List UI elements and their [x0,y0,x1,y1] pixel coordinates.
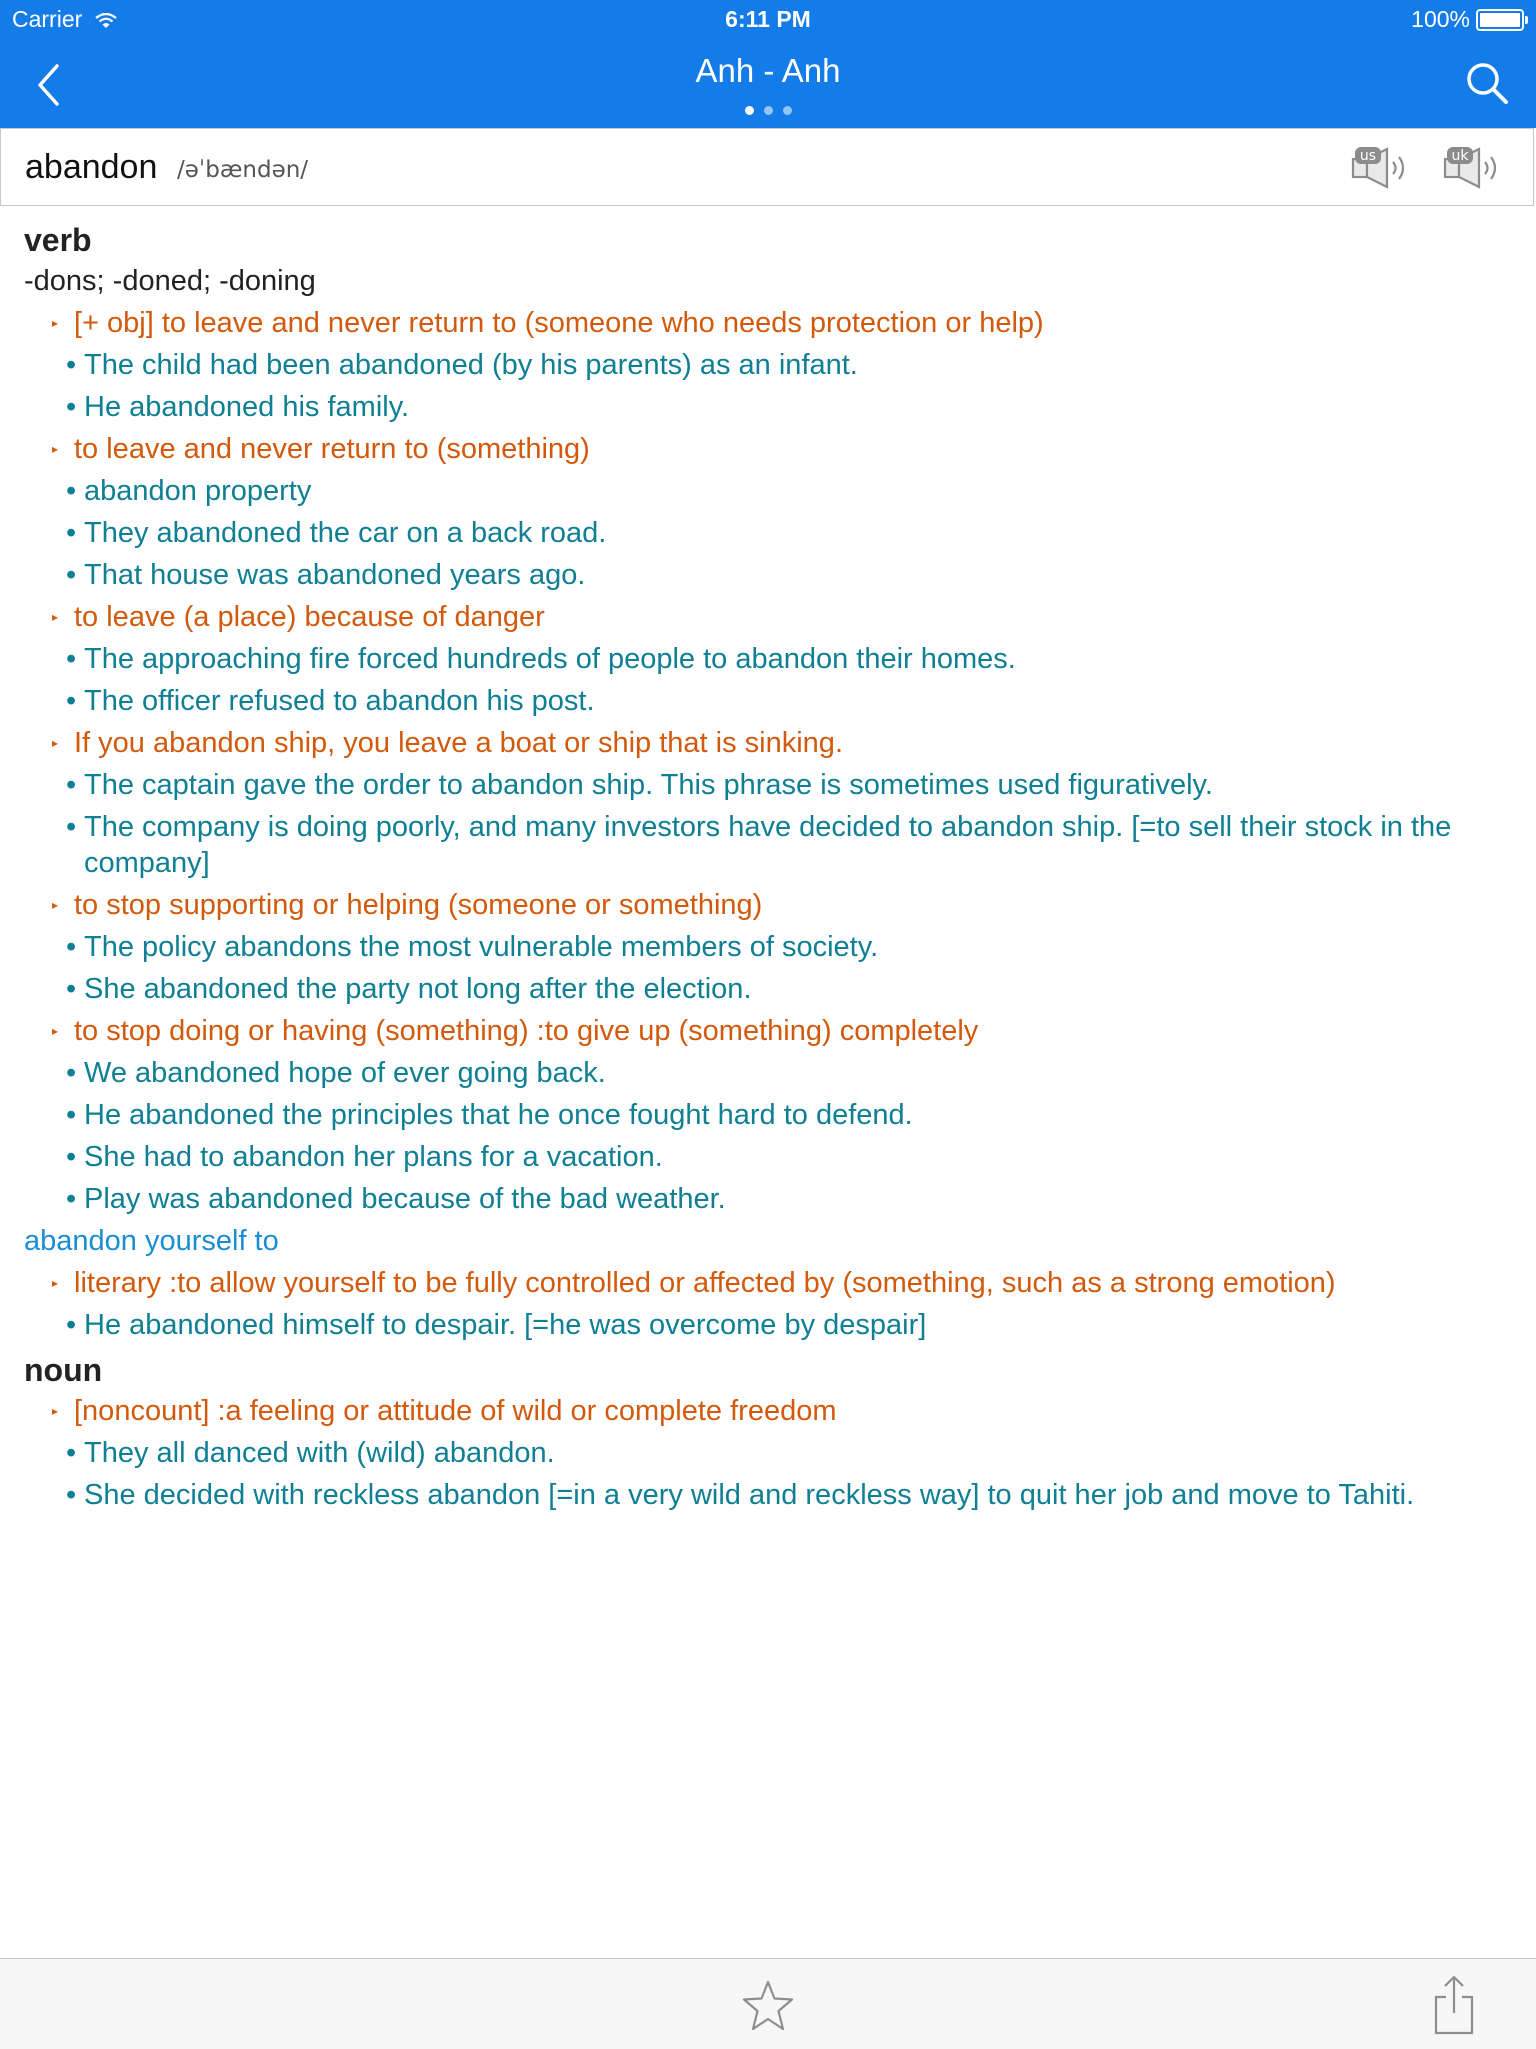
navigation-bar [0,0,1536,128]
triangle-bullet-icon: ▸ [52,1404,59,1418]
triangle-bullet-icon: ▸ [52,898,59,912]
inflected-forms: -dons; -doned; -doning [24,265,316,297]
example-sentence: • The captain gave the order to abandon ship. This phrase is sometimes used figuratively. [0,764,1536,806]
example-sentence: • The company is doing poorly, and many investors have decided to abandon ship. [=to sell their stock in the company] [0,806,1536,884]
phrase-heading[interactable]: abandon yourself to [24,1225,279,1257]
definition-text: to stop supporting or helping (someone or something) [74,889,763,921]
page-dot[interactable] [745,106,754,115]
us-label: us [1359,148,1377,164]
example-sentence: • She abandoned the party not long after the election. [0,968,1536,1010]
part-of-speech-verb: verb [24,222,92,258]
word-header [0,128,1534,206]
page-dot[interactable] [783,106,792,115]
page-indicator[interactable] [0,106,1536,115]
search-icon [1469,65,1506,102]
example-sentence: • The policy abandons the most vulnerable members of society. [0,926,1536,968]
us-pronunciation-button[interactable] [1351,145,1415,191]
example-sentence: • He abandoned the principles that he once fought hard to defend. [0,1094,1536,1136]
definition-text: If you abandon ship, you leave a boat or ship that is sinking. [74,727,843,759]
example-sentence: • They all danced with (wild) abandon. [0,1432,1536,1474]
example-sentence: • They abandoned the car on a back road. [0,512,1536,554]
example-sentence: • Play was abandoned because of the bad weather. [0,1178,1536,1220]
status-time: 6:11 PM [725,6,811,32]
triangle-bullet-icon: ▸ [52,1276,59,1290]
sense-definition [0,302,1536,344]
sense-definition [0,428,1536,470]
example-sentence: • abandon property [0,470,1536,512]
sense-definition [0,596,1536,638]
nav-title: Anh - Anh [695,52,841,89]
sense-definition [0,1010,1536,1052]
example-sentence: • The approaching fire forced hundreds of people to abandon their homes. [0,638,1536,680]
definition-content [0,206,1536,1516]
triangle-bullet-icon: ▸ [52,736,59,750]
phrase-senses [0,1262,1536,1346]
example-sentence: • She decided with reckless abandon [=in a very wild and reckless way] to quit her job and move to Tahiti. [0,1474,1536,1516]
definition-text: to leave and never return to (something) [74,433,590,465]
example-sentence: • She had to abandon her plans for a vacation. [0,1136,1536,1178]
example-sentence: • We abandoned hope of ever going back. [0,1052,1536,1094]
status-battery: 100% [1411,6,1524,33]
noun-senses [0,1390,1536,1516]
triangle-bullet-icon: ▸ [52,610,59,624]
headword: abandon [25,148,158,186]
bottom-toolbar [0,1958,1536,2049]
example-sentence: • He abandoned his family. [0,386,1536,428]
search-button[interactable] [1464,60,1510,106]
example-sentence: • That house was abandoned years ago. [0,554,1536,596]
share-icon [1436,1977,1472,2033]
triangle-bullet-icon: ▸ [52,316,59,330]
uk-pronunciation-button[interactable] [1443,145,1507,191]
page-dot[interactable] [764,106,773,115]
star-icon [744,1982,792,2029]
definition-text: to leave (a place) because of danger [74,601,545,633]
favorite-button[interactable] [740,1979,796,2033]
example-sentence: • The officer refused to abandon his post. [0,680,1536,722]
status-carrier: Carrier [12,6,117,33]
sense-definition [0,1390,1536,1432]
example-sentence: • The child had been abandoned (by his parents) as an infant. [0,344,1536,386]
share-button[interactable] [1430,1973,1478,2037]
definition-text: to stop doing or having (something) :to give up (something) completely [74,1015,979,1047]
part-of-speech-noun: noun [24,1352,103,1388]
definition-text: [+ obj] to leave and never return to (someone who needs protection or help) [74,307,1044,339]
uk-label: uk [1451,148,1469,164]
sense-definition [0,1262,1536,1304]
definition-text: literary :to allow yourself to be fully controlled or affected by (something, such as a strong emotion) [74,1267,1336,1299]
triangle-bullet-icon: ▸ [52,442,59,456]
battery-level-fill [1480,13,1520,27]
definition-text: [noncount] :a feeling or attitude of wild or complete freedom [74,1395,837,1427]
sense-definition [0,722,1536,764]
pronunciation: /əˈbændən/ [177,157,309,183]
sense-definition [0,884,1536,926]
triangle-bullet-icon: ▸ [52,1024,59,1038]
battery-icon [1476,9,1524,31]
verb-senses [0,302,1536,1220]
example-sentence: • He abandoned himself to despair. [=he was overcome by despair] [0,1304,1536,1346]
